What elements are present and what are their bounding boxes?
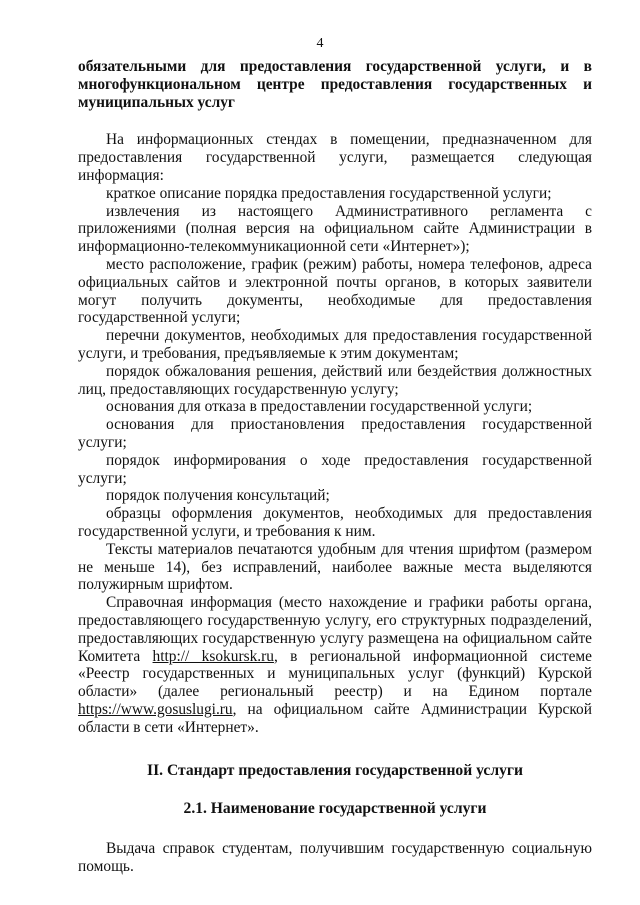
list-item: место расположение, график (режим) работы, номера телефонов, адреса официальных сайтов и электронной почты органов, в которых заявители могут получить документы, необходимые для предоставления государственной услуги; — [78, 255, 592, 327]
committee-site-link[interactable]: http:// ksokursk.ru — [152, 647, 274, 665]
list-item: извлечения из настоящего Административного регламента с приложениями (полная версия на официальном сайте Администрации в информационно-телекоммуникационной сети «Интернет»); — [78, 202, 592, 256]
subsection-heading-name: 2.1. Наименование государственной услуги — [183, 800, 487, 818]
list-item: основания для отказа в предоставлении государственной услуги; — [106, 398, 533, 416]
paragraph-service-name: Выдача справок студентам, получившим государственную социальную помощь. — [78, 840, 592, 875]
text-fragment: , в региональной информационной системе «Реестр государственных и муниципальных услуг (функций) Курской области» (далее региональный реестр) и на Едином портале — [78, 647, 593, 701]
list-item: краткое описание порядка предоставления государственной услуги; — [106, 184, 552, 202]
list-item: перечни документов, необходимых для предоставления государственной услуги, и требования, предъявляемые к этим документам; — [78, 327, 592, 362]
list-item: порядок обжалования решения, действий или бездействия должностных лиц, предоставляющих государственную услугу; — [78, 362, 592, 398]
list-item: порядок информирования о ходе предоставления государственной услуги; — [78, 451, 592, 487]
page-number: 4 — [316, 36, 324, 51]
list-item: порядок получения консультаций; — [106, 487, 330, 505]
paragraph-font-requirements: Тексты материалов печатаются удобным для чтения шрифтом (размером не меньше 14), без исправлений, наиболее важные места выделяются полужирным шрифтом. — [78, 540, 592, 594]
gosuslugi-link[interactable]: https://www.gosuslugi.ru — [78, 700, 233, 718]
paragraph-info-stands: На информационных стендах в помещении, предназначенном для предоставления государственной услуги, размещается следующая информация: — [78, 131, 592, 184]
section-heading-continuation: обязательными для предоставления государственной услуги, и в многофункциональном центре предоставления государственных и муниципальных услуг — [78, 58, 592, 111]
section-heading-standard: II. Стандарт предоставления государственной услуги — [147, 762, 523, 780]
text-fragment: Справочная информация (место нахождение и графики работы органа, предоставляющего государственную услугу, его структурных подразделений, предоставляющих государственную услугу размещена на официальном сайте Комитета — [78, 594, 592, 665]
text-fragment: , на официальном сайте Администрации Курской области в сети «Интернет». — [78, 700, 592, 736]
list-item: основания для приостановления предоставления государственной услуги; — [78, 416, 592, 451]
document-body — [78, 58, 592, 876]
paragraph-reference-info — [78, 594, 592, 736]
list-item: образцы оформления документов, необходимых для предоставления государственной услуги, и требования к ним. — [78, 505, 592, 540]
